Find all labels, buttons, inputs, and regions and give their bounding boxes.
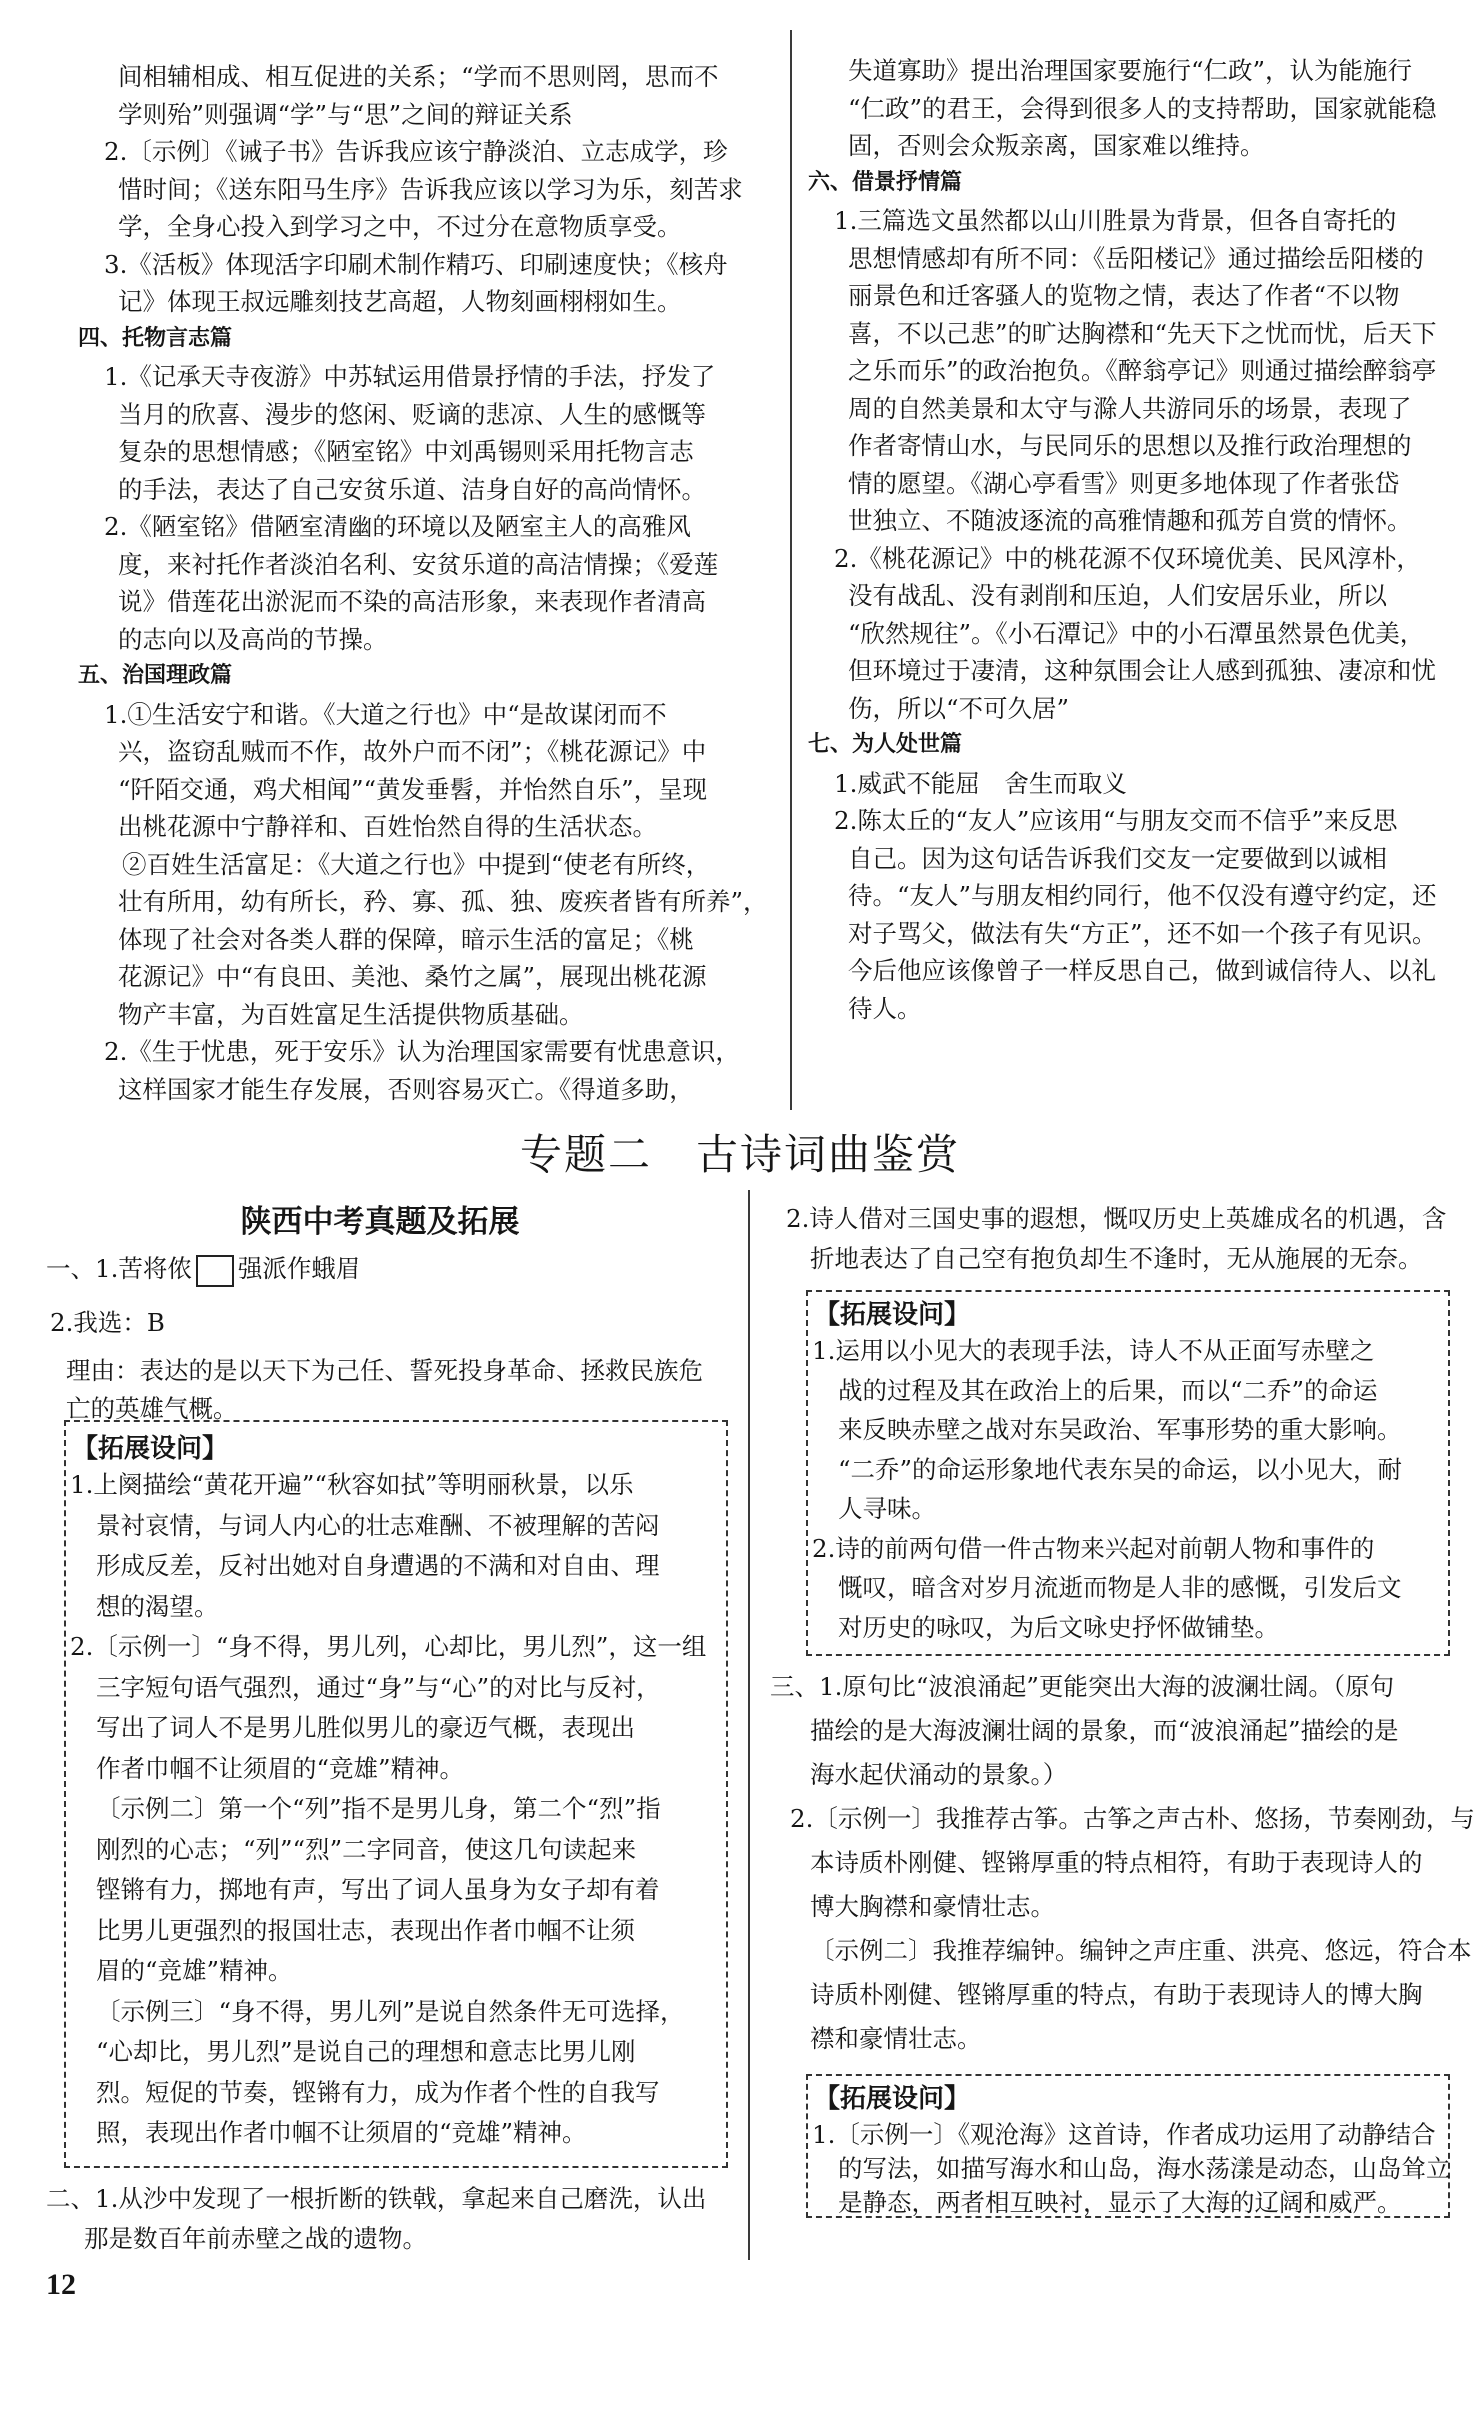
top-right-line: 情的愿望。《湖心亭看雪》则更多地体现了作者张岱: [848, 468, 1400, 498]
page-number: 12: [46, 2268, 76, 2301]
top-left-line: 记》体现王叔远雕刻技艺高超，人物刻画栩栩如生。: [118, 287, 682, 316]
top-left-line: 壮有所用，幼有所长，矜、寡、孤、独、废疾者皆有所养”，: [118, 887, 768, 916]
top-left-line: 学则殆”则强调“学”与“思”之间的辩证关系: [118, 99, 573, 129]
extension-box-line: 2.〔示例一〕“身不得，男儿列，心却比，男儿烈”，这一组: [70, 1632, 707, 1661]
extension-box-line: 刚烈的心志；“列”“烈”二字同音，使这几句读起来: [96, 1834, 637, 1864]
top-right-line: 但环境过于凄清，这种氛围会让人感到孤独、凄凉和忧: [848, 656, 1436, 685]
extension-box-1-line: 人寻味。: [838, 1494, 936, 1523]
extension-box-line: 比男儿更强烈的报国壮志，表现出作者巾帼不让须: [96, 1915, 635, 1945]
top-left-line: 学，全身心投入到学习之中，不过分在意物质享受。: [118, 212, 682, 241]
top-left-line: 兴，盗窃乱贼而不作，故外户而不闭”；《桃花源记》中: [118, 737, 707, 766]
top-right-line: 世独立、不随波逐流的高雅情趣和孤芳自赏的情怀。: [848, 506, 1412, 535]
extension-question-box-1: [806, 1290, 1450, 1656]
top-right-line: “欣然规往”。《小石潭记》中的小石潭虽然景色优美，: [848, 618, 1425, 648]
answer-1-2-reason-line: 理由：表达的是以天下为己任、誓死投身革命、拯救民族危: [66, 1356, 703, 1385]
top-right-line: 之乐而乐”的政治抱负。《醉翁亭记》则通过描绘醉翁亭: [848, 356, 1437, 385]
top-left-line: 1.①生活安宁和谐。《大道之行也》中“是故谋闭而不: [104, 699, 667, 729]
extension-box-2-line: 的写法，如描写海水和山岛，海水荡漾是动态，山岛耸立: [838, 2154, 1451, 2183]
top-left-line: “阡陌交通，鸡犬相闻”“黄发垂髫，并怡然自乐”，呈现: [118, 774, 708, 804]
top-right-line: 1.威武不能屈 舍生而取义: [834, 768, 1127, 798]
top-right-column: [808, 52, 1468, 1052]
extension-box-1-header: 【拓展设问】: [814, 1300, 971, 1330]
extension-box-line: 形成反差，反衬出她对自身遭遇的不满和对自由、理: [96, 1551, 660, 1580]
answer-blank-box: [196, 1255, 234, 1287]
top-right-line: 1.三篇选文虽然都以山川胜景为背景，但各自寄托的: [834, 206, 1397, 235]
top-left-line: 度，来衬托作者淡泊名利、安贫乐道的高洁情操；《爱莲: [118, 549, 719, 579]
top-left-line: 3.《活板》体现活字印刷术制作精巧、印刷速度快；《核舟: [104, 249, 728, 279]
extension-question-box: [64, 1420, 728, 2168]
extension-box-line: 烈。短促的节奏，铿锵有力，成为作者个性的自我写: [96, 2077, 660, 2107]
top-column-divider: [790, 30, 792, 1110]
answer-3-line: 三、1.原句比“波浪涌起”更能突出大海的波澜壮阔。（原句: [770, 1672, 1395, 1701]
section-subtitle: 陕西中考真题及拓展: [240, 1204, 520, 1240]
bottom-left-column: [46, 1250, 736, 2270]
answer-2-line: 二、1.从沙中发现了一根折断的铁戟，拿起来自己磨洗，认出: [46, 2184, 707, 2213]
top-left-line: 物产丰富，为百姓富足生活提供物质基础。: [118, 999, 584, 1029]
extension-box-1-line: 来反映赤壁之战对东吴政治、军事形势的重大影响。: [838, 1415, 1402, 1444]
answer-3-line: 〔示例二〕我推荐编钟。编钟之声庄重、洪亮、悠远，符合本: [810, 1936, 1472, 1965]
extension-box-header: 【拓展设问】: [72, 1434, 229, 1464]
answer-2-2-line: 折地表达了自己空有抱负却生不逢时，无从施展的无奈。: [810, 1244, 1423, 1273]
extension-box-line: 景衬哀情，与词人内心的壮志难酬、不被理解的苦闷: [96, 1510, 660, 1540]
extension-box-line: 想的渴望。: [96, 1591, 219, 1621]
extension-box-line: 眉的“竞雄”精神。: [96, 1956, 293, 1985]
bottom-right-column: [770, 1200, 1475, 2240]
top-left-line: 惜时间；《送东阳马生序》告诉我应该以学习为乐，刻苦求: [118, 174, 743, 204]
extension-box-line: 写出了词人不是男儿胜似男儿的豪迈气概，表现出: [96, 1713, 635, 1742]
section-heading: 五、治国理政篇: [78, 662, 233, 688]
top-left-line: 这样国家才能生存发展，否则容易灭亡。《得道多助，: [118, 1074, 694, 1104]
top-right-line: 固，否则会众叛亲离，国家难以维持。: [848, 131, 1265, 160]
top-right-line: 作者寄情山水，与民同乐的思想以及推行政治理想的: [848, 431, 1412, 460]
top-left-line: 2.《陋室铭》借陋室清幽的环境以及陋室主人的高雅风: [104, 512, 691, 541]
extension-question-box-2: [806, 2074, 1450, 2218]
top-right-line: 待。“友人”与朋友相约同行，他不仅没有遵守约定，还: [848, 881, 1437, 910]
top-left-line: 间相辅相成、相互促进的关系；“学而不思则罔，思而不: [118, 62, 719, 91]
top-right-line: 2.陈太丘的“友人”应该用“与朋友交而不信乎”来反思: [834, 806, 1398, 835]
extension-box-line: 照，表现出作者巾帼不让须眉的“竞雄”精神。: [96, 2118, 587, 2147]
answer-3-line: 襟和豪情壮志。: [810, 2024, 982, 2053]
top-right-line: 丽景色和迁客骚人的览物之情，表达了作者“不以物: [848, 281, 1400, 310]
answer-1-1-suffix: 强派作蛾眉: [237, 1254, 361, 1283]
top-left-line: 2.《生于忧患，死于安乐》认为治理国家需要有忧患意识，: [104, 1037, 740, 1066]
top-right-line: 失道寡助》提出治理国家要施行“仁政”，认为能施行: [848, 56, 1413, 85]
top-right-line: 喜，不以己悲”的旷达胸襟和“先天下之忧而忧，后天下: [848, 318, 1437, 348]
answer-3-line: 海水起伏涌动的景象。）: [810, 1760, 1068, 1789]
answer-3-line: 本诗质朴刚健、铿锵厚重的特点相符，有助于表现诗人的: [810, 1848, 1423, 1877]
section-heading: 六、借景抒情篇: [808, 168, 963, 195]
top-left-line: 的志向以及高尚的节操。: [118, 624, 388, 654]
answer-3-line: 诗质朴刚健、铿锵厚重的特点，有助于表现诗人的博大胸: [810, 1980, 1423, 2009]
extension-box-2-line: 是静态，两者相互映衬，显示了大海的辽阔和威严。: [838, 2188, 1402, 2217]
extension-box-1-line: 1.运用以小见大的表现手法，诗人不从正面写赤壁之: [812, 1336, 1375, 1365]
answer-3-line: 描绘的是大海波澜壮阔的景象，而“波浪涌起”描绘的是: [810, 1716, 1399, 1745]
extension-box-2-header: 【拓展设问】: [814, 2084, 971, 2114]
answer-2-2-line: 2.诗人借对三国史事的遐想，慨叹历史上英雄成名的机遇，含: [786, 1204, 1447, 1233]
top-left-line: 出桃花源中宁静祥和、百姓怡然自得的生活状态。: [118, 812, 657, 841]
top-right-line: 伤，所以“不可久居”: [848, 693, 1070, 723]
top-left-line: 体现了社会对各类人群的保障，暗示生活的富足；《桃: [118, 924, 694, 954]
top-right-line: 周的自然美景和太守与滁人共游同乐的场景，表现了: [848, 393, 1412, 423]
extension-box-1-line: 2.诗的前两句借一件古物来兴起对前朝人物和事件的: [812, 1533, 1375, 1563]
answer-1-2-reason-line: 亡的英雄气概。: [66, 1394, 238, 1423]
top-right-line: 今后他应该像曾子一样反思自己，做到诚信待人、以礼: [848, 956, 1436, 985]
top-left-line: 2.〔示例〕《诫子书》告诉我应该宁静淡泊、立志成学，珍: [104, 137, 728, 166]
extension-box-line: 1.上阕描绘“黄花开遍”“秋容如拭”等明丽秋景，以乐: [70, 1470, 634, 1499]
top-left-line: 复杂的思想情感；《陋室铭》中刘禹锡则采用托物言志: [118, 437, 694, 466]
answer-1-1: [46, 1250, 360, 1287]
answer-3-line: 2.〔示例一〕我推荐古筝。古筝之声古朴、悠扬，节奏刚劲，与: [790, 1804, 1475, 1833]
extension-box-line: 三字短句语气强烈，通过“身”与“心”的对比与反衬，: [96, 1672, 661, 1702]
top-right-line: 思想情感却有所不同：《岳阳楼记》通过描绘岳阳楼的: [848, 243, 1424, 273]
answer-1-2-choice: 2.我选：B: [50, 1308, 165, 1337]
top-right-line: 对子骂父，做法有失“方正”，还不如一个孩子有见识。: [848, 918, 1437, 948]
extension-box-1-line: 对历史的咏叹，为后文咏史抒怀做铺垫。: [838, 1612, 1279, 1642]
top-left-column: [78, 58, 768, 1110]
answer-1-1-prefix: 一、1.苦将侬: [46, 1254, 192, 1283]
answer-2-line: 那是数百年前赤壁之战的遗物。: [84, 2224, 427, 2253]
extension-box-line: 〔示例二〕第一个“列”指不是男儿身，第二个“烈”指: [96, 1794, 661, 1823]
extension-box-line: 〔示例三〕“身不得，男儿列”是说自然条件无可选择，: [96, 1996, 685, 2026]
answer-3-line: 博大胸襟和豪情壮志。: [810, 1892, 1055, 1921]
extension-box-1-line: 战的过程及其在政治上的后果，而以“二乔”的命运: [838, 1375, 1378, 1405]
extension-box-line: 铿锵有力，掷地有声，写出了词人虽身为女子却有着: [96, 1875, 660, 1904]
bottom-column-divider: [748, 1190, 750, 2260]
top-left-line: 当月的欣喜、漫步的悠闲、贬谪的悲凉、人生的感慨等: [118, 399, 706, 429]
top-left-line: 1.《记承天寺夜游》中苏轼运用借景抒情的手法，抒发了: [104, 362, 716, 391]
top-right-line: 自己。因为这句话告诉我们交友一定要做到以诚相: [848, 843, 1387, 873]
top-right-line: 没有战乱、没有剥削和压迫，人们安居乐业，所以: [848, 581, 1387, 610]
top-left-line: 的手法，表达了自己安贫乐道、洁身自好的高尚情怀。: [118, 474, 706, 504]
section-heading: 四、托物言志篇: [78, 324, 233, 351]
top-left-line: 花源记》中“有良田、美池、桑竹之属”，展现出桃花源: [118, 962, 707, 991]
extension-box-2-line: 1.〔示例一〕《观沧海》这首诗，作者成功运用了动静结合: [812, 2120, 1436, 2149]
top-right-line: 2.《桃花源记》中的桃花源不仅环境优美、民风淳朴，: [834, 543, 1421, 573]
topic-title: 专题二 古诗词曲鉴赏: [519, 1130, 960, 1179]
top-left-line: 说》借莲花出淤泥而不染的高洁形象，来表现作者清高: [118, 587, 706, 616]
top-right-line: 待人。: [848, 993, 922, 1023]
extension-box-1-line: 慨叹，暗含对岁月流逝而物是人非的感慨，引发后文: [838, 1573, 1402, 1602]
extension-box-line: “心却比，男儿烈”是说自己的理想和意志比男儿刚: [96, 2037, 636, 2066]
extension-box-line: 作者巾帼不让须眉的“竞雄”精神。: [96, 1753, 465, 1783]
top-right-line: “仁政”的君王，会得到很多人的支持帮助，国家就能稳: [848, 93, 1437, 123]
top-left-line: ②百姓生活富足：《大道之行也》中提到“使老有所终，: [122, 849, 711, 879]
extension-box-1-line: “二乔”的命运形象地代表东吴的命运，以小见大，耐: [838, 1454, 1403, 1484]
section-heading: 七、为人处世篇: [808, 731, 963, 757]
